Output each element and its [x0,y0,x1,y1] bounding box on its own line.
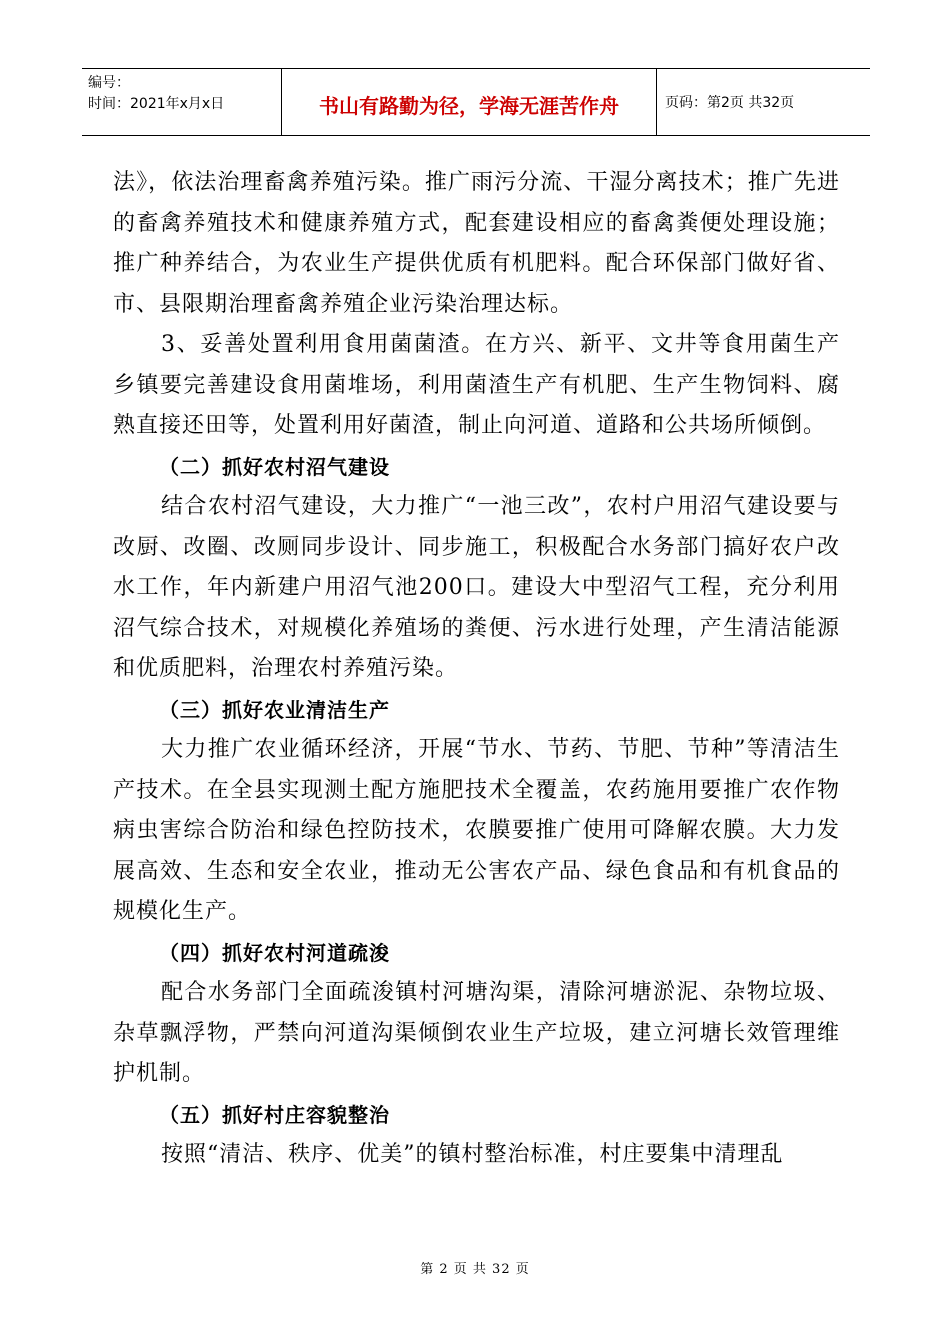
header-motto: 书山有路勤为径，学海无涯苦作舟 [282,69,657,135]
paragraph: 大力推广农业循环经济，开展“节水、节药、节肥、节种”等清洁生产技术。在全县实现测土配方施肥技术全覆盖，农药施用要推广农作物病虫害综合防治和绿色控防技术，农膜要推广使用可降解农膜。大力发展高效、生态和安全农业，推动无公害农产品、绿色食品和有机食品的规模化生产。 [113,737,840,924]
paragraph: 3、妥善处置利用食用菌菌渣。在方兴、新平、文井等食用菌生产乡镇要完善建设食用菌堆场，利用菌渣生产有机肥、生产生物饲料、腐熟直接还田等，处置利用好菌渣，制止向河道、道路和公共场所倾倒。 [113,332,840,438]
paragraph: 配合水务部门全面疏浚镇村河塘沟渠，清除河塘淤泥、杂物垃圾、杂草飘浮物，严禁向河道沟渠倾倒农业生产垃圾，建立河塘长效管理维护机制。 [113,980,840,1086]
paragraph: 按照“清洁、秩序、优美”的镇村整治标准，村庄要集中清理乱 [161,1142,784,1167]
document-number-label: 编号： [88,75,130,91]
header-meta [82,69,282,135]
section-heading: （五）抓好村庄容貌整治 [159,1102,390,1127]
page-header [82,68,870,136]
document-date: 时间：2021年x月x日 [88,96,225,112]
document-body [113,163,840,1176]
section-heading: （二）抓好农村沼气建设 [159,454,390,479]
paragraph: 结合农村沼气建设，大力推广“一池三改”，农村户用沼气建设要与改厨、改圈、改厕同步设计、同步施工，积极配合水务部门搞好农户改水工作，年内新建户用沼气池200口。建设大中型沼气工程，充分利用沼气综合技术，对规模化养殖场的粪便、污水进行处理，产生清洁能源和优质肥料，治理农村养殖污染。 [113,494,840,681]
header-page-code: 页码：第2页 共32页 [665,95,795,111]
section-heading: （四）抓好农村河道疏浚 [159,940,390,965]
page-footer: 第 2 页 共 32 页 [420,1262,530,1277]
section-heading: （三）抓好农业清洁生产 [159,697,390,722]
paragraph: 法》，依法治理畜禽养殖污染。推广雨污分流、干湿分离技术；推广先进的畜禽养殖技术和健康养殖方式，配套建设相应的畜禽粪便处理设施；推广种养结合，为农业生产提供优质有机肥料。配合环保部门做好省、市、县限期治理畜禽养殖企业污染治理达标。 [113,170,840,317]
